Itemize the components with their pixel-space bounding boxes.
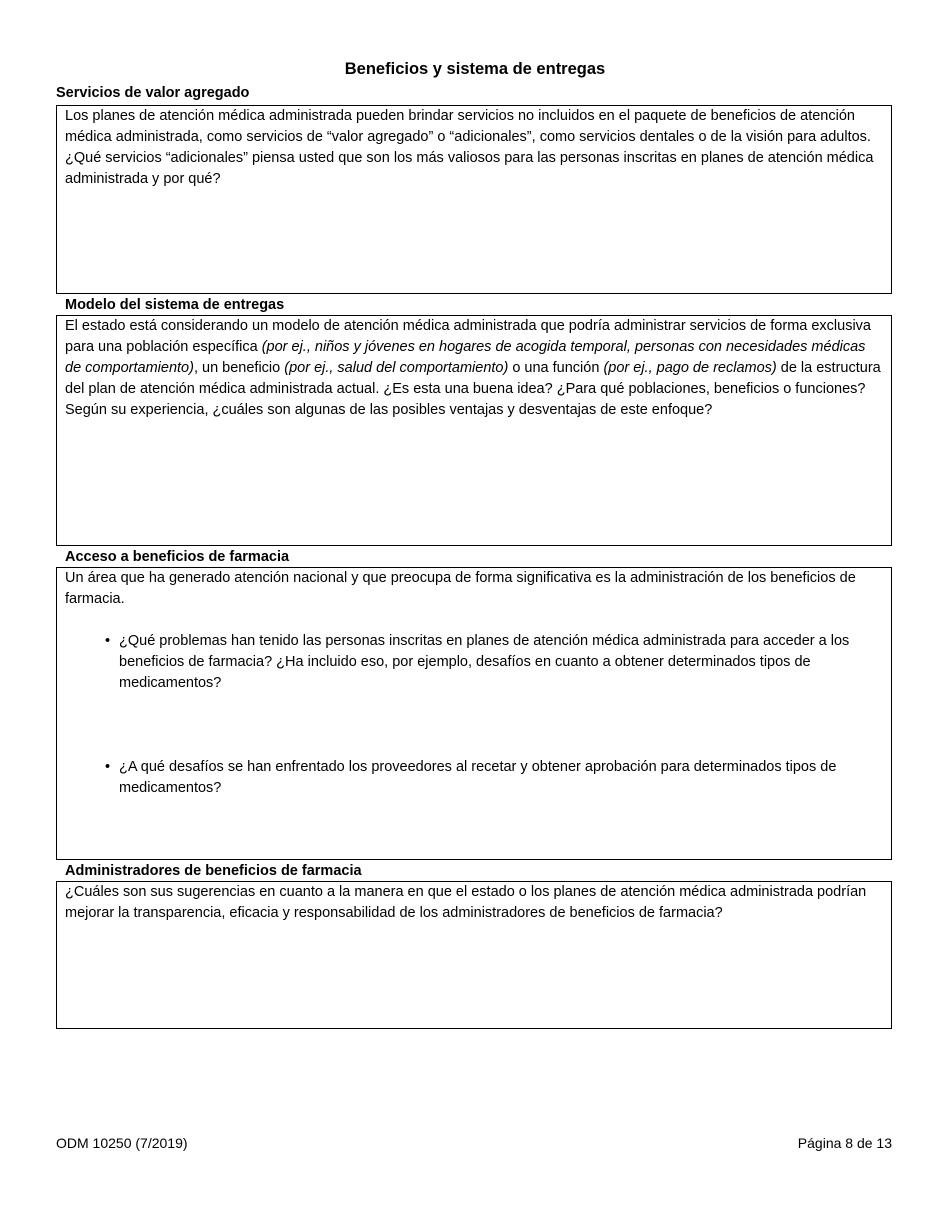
bullet-icon: • xyxy=(105,633,111,649)
section-heading-value-added-services: Servicios de valor agregado xyxy=(56,85,250,101)
pharmacy-access-question-2: ¿A qué desafíos se han enfrentado los proveedores al recetar y obtener aprobación para determinados tipos de medicamentos? xyxy=(119,759,837,796)
section-heading-pharmacy-benefit-managers: Administradores de beneficios de farmacia xyxy=(65,863,362,879)
pharmacy-access-intro: Un área que ha generado atención nacional y que preocupa de forma significativa es la administración de los beneficios de farmacia. xyxy=(65,570,856,607)
delivery-text-part-4: de la estructura del plan de atención médica administrada actual. ¿Es esta una buena idea? ¿Para qué poblaciones, beneficios o funciones? Según su experiencia, ¿cuáles son algunas de las posibles ventajas y desventajas de este enfoque? xyxy=(65,360,881,418)
list-item xyxy=(105,757,883,799)
value-added-services-box[interactable] xyxy=(56,105,892,294)
pharmacy-benefit-managers-box[interactable] xyxy=(56,881,892,1029)
delivery-text-part-2: , un beneficio xyxy=(193,360,285,376)
delivery-system-model-question xyxy=(65,316,883,421)
delivery-example-populations: (por ej., niños y jóvenes en hogares de acogida temporal, personas con necesidades médicas de comportamiento) xyxy=(65,339,866,376)
delivery-example-function: (por ej., pago de reclamos) xyxy=(603,360,777,376)
page-title: Beneficios y sistema de entregas xyxy=(344,60,606,78)
delivery-system-model-box[interactable] xyxy=(56,315,892,546)
pharmacy-access-question-list xyxy=(65,631,883,799)
delivery-text-part-1: El estado está considerando un modelo de atención médica administrada que podría administrar servicios de forma exclusiva para una población específica xyxy=(65,318,871,355)
section-heading-delivery-system-model: Modelo del sistema de entregas xyxy=(65,297,285,313)
delivery-example-benefit: (por ej., salud del comportamiento) xyxy=(284,360,509,376)
page-number: Página 8 de 13 xyxy=(797,1135,892,1151)
pharmacy-benefit-managers-question: ¿Cuáles son sus sugerencias en cuanto a la manera en que el estado o los planes de atención médica administrada podrían mejorar la transparencia, eficacia y responsabilidad de los administradores de beneficios de farmacia? xyxy=(65,884,867,921)
delivery-text-part-3: o una función xyxy=(508,360,604,376)
value-added-services-question: Los planes de atención médica administrada pueden brindar servicios no incluidos en el paquete de beneficios de atención médica administrada, como servicios de “valor agregado” o “adicionales”, como servicios dentales o de la visión para adultos. ¿Qué servicios “adicionales” piensa usted que son los más valiosos para las personas inscritas en planes de atención médica administrada y por qué? xyxy=(65,108,874,187)
form-number: ODM 10250 (7/2019) xyxy=(56,1135,188,1151)
pharmacy-access-box[interactable] xyxy=(56,567,892,860)
bullet-icon: • xyxy=(105,759,111,775)
pharmacy-access-question-1: ¿Qué problemas han tenido las personas inscritas en planes de atención médica administrada para acceder a los beneficios de farmacia? ¿Ha incluido eso, por ejemplo, desafíos en cuanto a obtener determinados tipos de medicamentos? xyxy=(119,633,850,691)
list-item xyxy=(105,631,883,694)
section-heading-pharmacy-access: Acceso a beneficios de farmacia xyxy=(65,549,290,565)
